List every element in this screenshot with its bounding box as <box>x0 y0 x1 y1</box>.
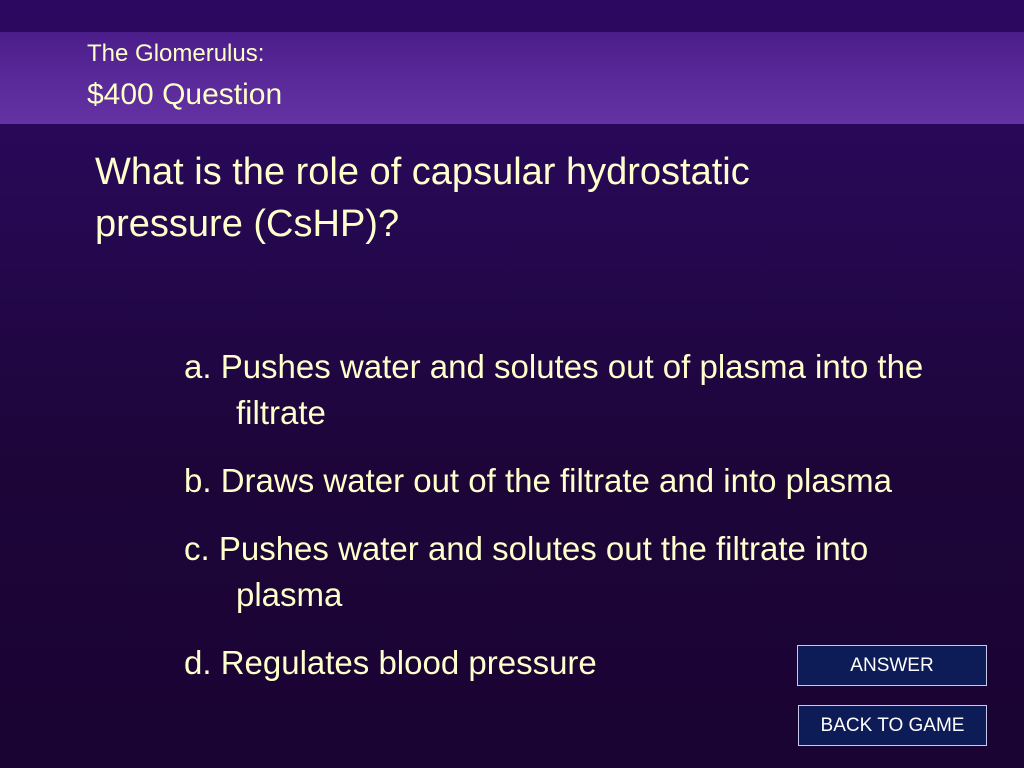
choice-d: d. Regulates blood pressure <box>184 644 597 681</box>
choice-b: b. Draws water out of the filtrate and into plasma <box>184 462 893 499</box>
question-value-title: $400 Question <box>87 78 283 111</box>
choice-c: c. Pushes water and solutes out the filtrate into plasma <box>184 530 869 613</box>
category-title: The Glomerulus: <box>87 40 265 67</box>
answer-button[interactable]: ANSWER <box>797 645 987 686</box>
choice-a: a. Pushes water and solutes out of plasma into the filtrate <box>184 348 924 431</box>
back-to-game-button[interactable]: BACK TO GAME <box>798 705 987 746</box>
question-text: What is the role of capsular hydrostatic pressure (CsHP)? <box>95 151 750 245</box>
